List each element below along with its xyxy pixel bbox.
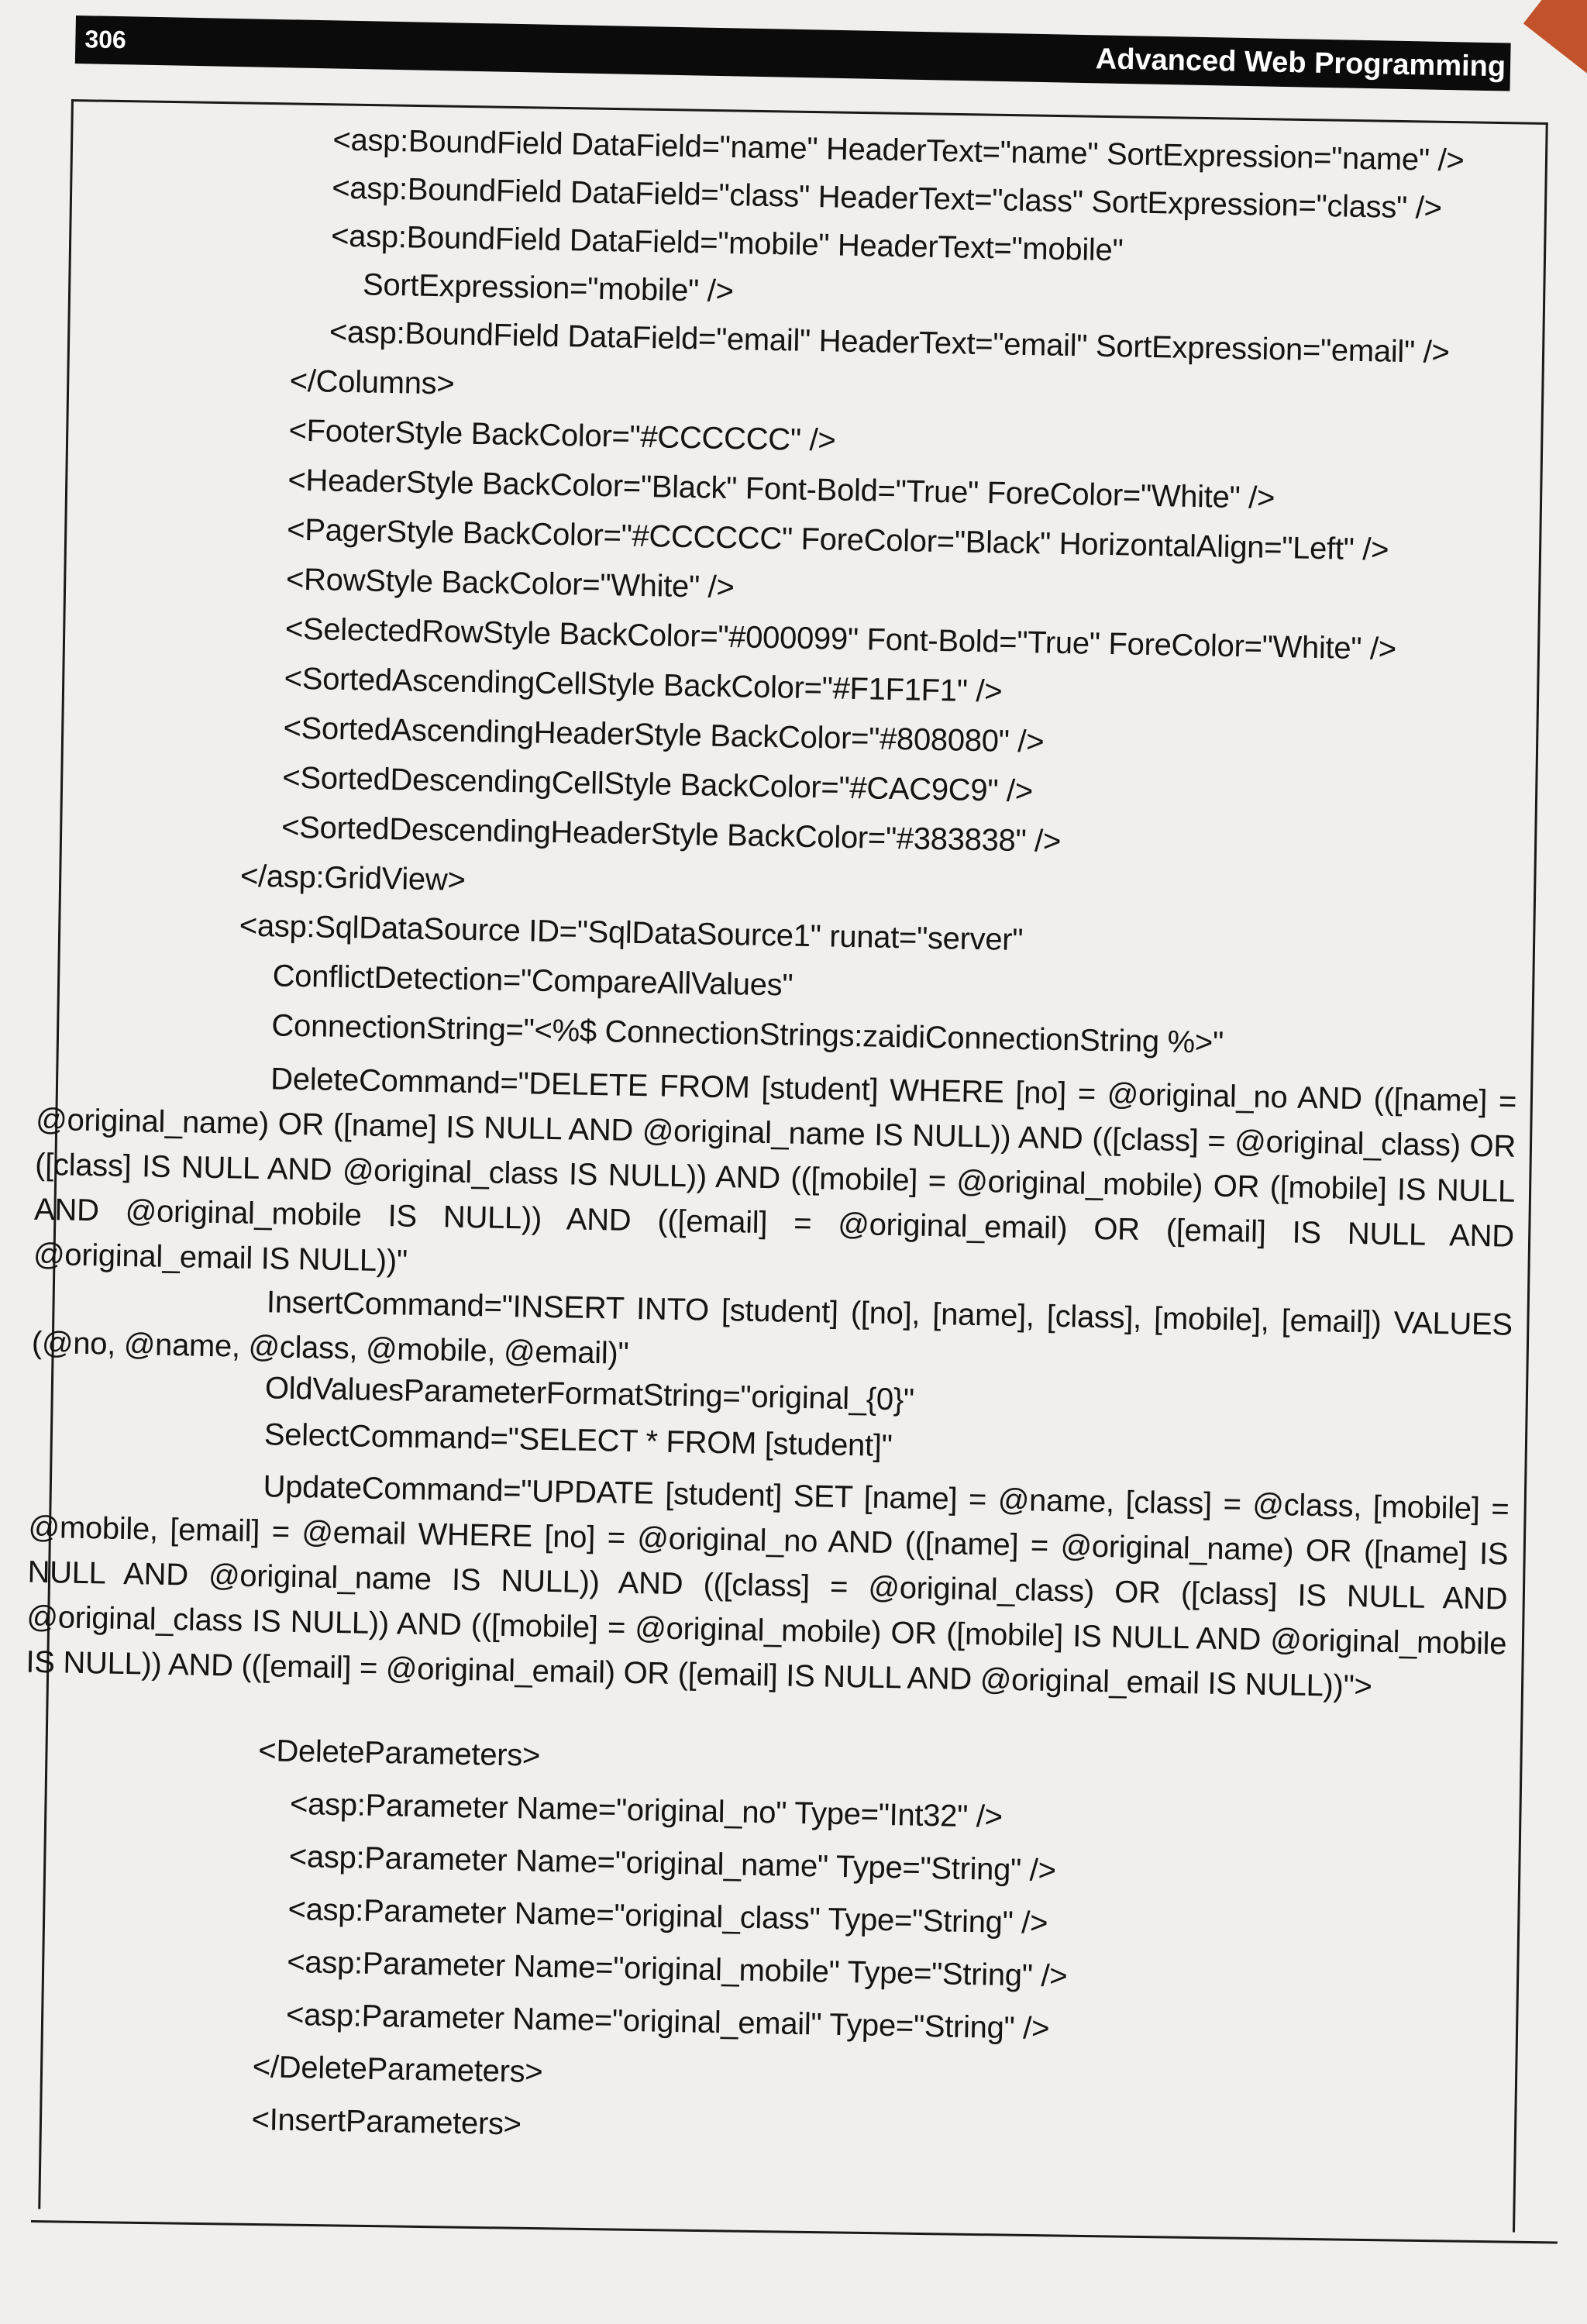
code-line: <SortedDescendingHeaderStyle BackColor="#383838" /> bbox=[281, 810, 1062, 859]
code-line: ConflictDetection="CompareAllValues" bbox=[272, 959, 794, 1003]
code-line: <RowStyle BackColor="White" /> bbox=[285, 562, 735, 605]
code-line: OldValuesParameterFormatString="original_{0}" bbox=[264, 1371, 915, 1417]
code-line: <InsertParameters> bbox=[251, 2102, 522, 2142]
code-line: <asp:BoundField DataField="class" HeaderText="class" SortExpression="class" /> bbox=[331, 170, 1443, 226]
code-line: <HeaderStyle BackColor="Black" Font-Bold="True" ForeColor="White" /> bbox=[287, 463, 1275, 515]
code-line: <SortedDescendingCellStyle BackColor="#CAC9C9" /> bbox=[282, 760, 1034, 809]
code-line: InsertCommand="INSERT INTO [student] ([no], [name], [class], [mobile], [email]) VALUES (@no, @name, @class, @mobile, @email)" bbox=[31, 1285, 1513, 1371]
code-line: <asp:BoundField DataField="name" HeaderText="name" SortExpression="name" /> bbox=[332, 122, 1465, 178]
code-line: <PagerStyle BackColor="#CCCCCC" ForeColor="Black" HorizontalAlign="Left" /> bbox=[286, 512, 1389, 567]
code-line: SortExpression="mobile" /> bbox=[362, 267, 735, 309]
code-line: <SortedAscendingHeaderStyle BackColor="#808080" /> bbox=[283, 711, 1045, 759]
code-line: ConnectionString="<%$ ConnectionStrings:zaidiConnectionString %>" bbox=[271, 1008, 1224, 1060]
code-line: </DeleteParameters> bbox=[252, 2050, 543, 2089]
code-line: <asp:Parameter Name="original_email" Type="String" /> bbox=[285, 1997, 1050, 2046]
code-line: <asp:Parameter Name="original_class" Type="String" /> bbox=[287, 1892, 1048, 1940]
code-line: <asp:SqlDataSource ID="SqlDataSource1" runat="server" bbox=[239, 908, 1024, 958]
code-line: <DeleteParameters> bbox=[257, 1734, 541, 1773]
code-line: <asp:Parameter Name="original_no" Type="Int32" /> bbox=[289, 1786, 1003, 1834]
code-line: <asp:BoundField DataField="email" HeaderText="email" SortExpression="email" /> bbox=[329, 315, 1450, 370]
page-corner-tab bbox=[1523, 0, 1587, 81]
code-line: <SortedAscendingCellStyle BackColor="#F1F1F1" /> bbox=[284, 661, 1003, 709]
code-line: <SelectedRowStyle BackColor="#000099" Font-Bold="True" ForeColor="White" /> bbox=[284, 611, 1397, 666]
book-title: Advanced Web Programming bbox=[1095, 43, 1506, 84]
code-line: <FooterStyle BackColor="#CCCCCC" /> bbox=[288, 413, 836, 458]
page-number: 306 bbox=[84, 25, 127, 54]
code-line: <asp:BoundField DataField="mobile" HeaderText="mobile" bbox=[330, 219, 1124, 268]
code-line: </asp:GridView> bbox=[239, 859, 466, 897]
running-header bbox=[75, 15, 1511, 91]
code-line: SelectCommand="SELECT * FROM [student]" bbox=[263, 1417, 893, 1464]
code-line: DeleteCommand="DELETE FROM [student] WHERE [no] = @original_no AND (([name] = @original_name) OR ([name] IS NULL AND @original_name IS NULL)) AND (([class] = @original_class) OR ([class] IS NULL AND @original_class IS NULL)) AND (([mobile] = @original_mobile) OR ([mobile] IS NULL AND @original_mobile IS NULL)) AND (([email] = @original_email) OR ([email] IS NULL AND @original_email IS NULL))" bbox=[33, 1062, 1517, 1279]
code-line: <asp:Parameter Name="original_mobile" Type="String" /> bbox=[286, 1944, 1068, 1994]
code-line: UpdateCommand="UPDATE [student] SET [name] = @name, [class] = @class, [mobile] = @mobile, [email] = @email WHERE [no] = @original_no AND (([name] = @original_name) OR ([name] IS NULL AND @original_name IS NULL)) AND (([class] = @original_class) OR ([class] IS NULL AND @original_class IS NULL)) AND (([mobile] = @original_mobile) OR ([mobile] IS NULL AND @original_mobile IS NULL)) AND (([email] = @original_email) OR ([email] IS NULL AND @original_email IS NULL))"> bbox=[26, 1469, 1510, 1704]
code-line: </Columns> bbox=[289, 363, 455, 401]
code-line: <asp:Parameter Name="original_name" Type="String" /> bbox=[288, 1839, 1057, 1888]
